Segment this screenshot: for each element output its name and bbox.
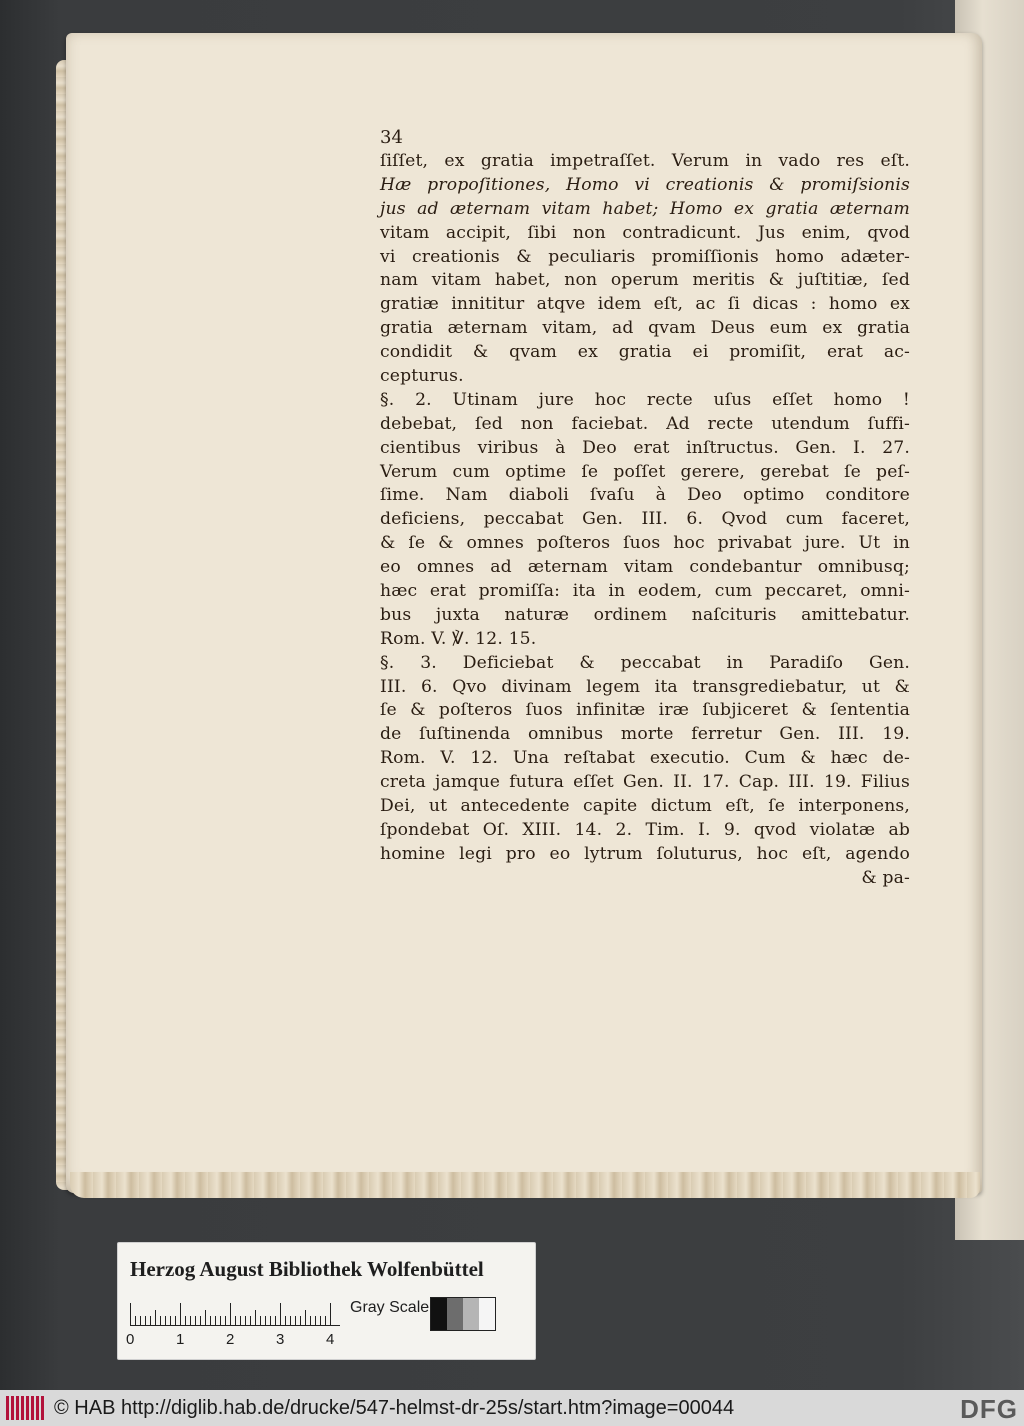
ruler-tick bbox=[175, 1316, 176, 1325]
ruler-tick bbox=[205, 1310, 206, 1325]
ruler-tick bbox=[165, 1316, 166, 1325]
page-bottom-edge bbox=[70, 1172, 980, 1198]
ruler-tick bbox=[270, 1316, 271, 1325]
footer-bar bbox=[0, 1390, 1024, 1426]
ruler-tick bbox=[260, 1316, 261, 1325]
ruler-tick bbox=[280, 1303, 281, 1325]
ruler-tick bbox=[140, 1316, 141, 1325]
text-line: & ſe & omnes poſteros ſuos hoc privabat jure. Ut in bbox=[380, 533, 910, 554]
page-number: 34 bbox=[380, 127, 403, 148]
ruler-tick bbox=[150, 1316, 151, 1325]
text-line: §. 2. Utinam jure hoc recte uſus eſſet homo ! bbox=[380, 389, 910, 410]
text-line: vi creationis & peculiaris promiſſionis homo adæter- bbox=[380, 246, 910, 267]
text-line: gratia æternam vitam, ad qvam Deus eum ex gratia bbox=[380, 318, 910, 339]
ruler-tick bbox=[130, 1303, 131, 1325]
ruler-tick bbox=[155, 1310, 156, 1325]
text-lines bbox=[380, 150, 910, 891]
ruler-tick bbox=[305, 1310, 306, 1325]
ruler-number: 4 bbox=[326, 1331, 335, 1348]
ruler-tick bbox=[255, 1310, 256, 1325]
gray-scale-strip bbox=[430, 1297, 496, 1331]
text-line: nam vitam habet, non operum meritis & juſtitiæ, ſed bbox=[380, 270, 910, 291]
ruler-tick bbox=[240, 1316, 241, 1325]
ruler-tick bbox=[145, 1316, 146, 1325]
gray-patch bbox=[447, 1298, 463, 1330]
ruler-number: 1 bbox=[176, 1331, 185, 1348]
text-line: vitam accipit, ſibi non contradicunt. Jus enim, qvod bbox=[380, 222, 910, 243]
ruler-tick bbox=[215, 1316, 216, 1325]
ruler-tick bbox=[135, 1316, 136, 1325]
ruler-tick bbox=[235, 1316, 236, 1325]
text-line: ſe & poſteros ſuos infinitæ iræ ſubjiceret & ſententia bbox=[380, 700, 910, 721]
text-line: cientibus viribus à Deo erat inſtructus. Gen. I. 27. bbox=[380, 437, 910, 458]
text-line: deficiens, peccabat Gen. III. 6. Qvod cum faceret, bbox=[380, 509, 910, 530]
ruler-tick bbox=[285, 1316, 286, 1325]
ruler-tick bbox=[300, 1316, 301, 1325]
ruler-tick bbox=[180, 1303, 181, 1325]
gray-patch bbox=[431, 1298, 447, 1330]
ruler-tick bbox=[265, 1316, 266, 1325]
ruler-tick bbox=[160, 1316, 161, 1325]
ruler-tick bbox=[275, 1316, 276, 1325]
ruler-tick bbox=[245, 1316, 246, 1325]
text-line: gratiæ innititur atqve idem eſt, ac ſi dicas : homo ex bbox=[380, 294, 910, 315]
dfg-logo: DFG bbox=[960, 1394, 1018, 1424]
text-line: bus juxta naturæ ordinem naſcituris amittebatur. bbox=[380, 604, 910, 625]
library-title: Herzog August Bibliothek Wolfenbüttel bbox=[130, 1257, 484, 1281]
gray-scale-label: Gray Scale bbox=[350, 1299, 430, 1316]
ruler-tick bbox=[330, 1303, 331, 1325]
ruler-tick bbox=[200, 1316, 201, 1325]
gray-patch bbox=[479, 1298, 495, 1330]
text-line: III. 6. Qvo divinam legem ita transgrediebatur, ut & bbox=[380, 676, 910, 697]
hab-logo-icon bbox=[6, 1396, 46, 1420]
text-line: ſime. Nam diaboli ſvaſu à Deo optimo conditore bbox=[380, 485, 910, 506]
text-line: Dei, ut antecedente capite dictum eſt, ſe interponens, bbox=[380, 796, 910, 817]
ruler-tick bbox=[315, 1316, 316, 1325]
text-line: ſpondebat Oſ. XIII. 14. 2. Tim. I. 9. qvod violatæ ab bbox=[380, 819, 910, 840]
ruler-tick bbox=[185, 1316, 186, 1325]
ruler-tick bbox=[170, 1316, 171, 1325]
text-line: de ſuſtinenda omnibus morte ferretur Gen. III. 19. bbox=[380, 724, 910, 745]
ruler bbox=[130, 1299, 340, 1326]
text-line: homine legi pro eo lytrum ſoluturus, hoc eſt, agendo bbox=[380, 843, 910, 864]
copyright-url[interactable]: © HAB http://diglib.hab.de/drucke/547-helmst-dr-25s/start.htm?image=00044 bbox=[54, 1397, 735, 1419]
ruler-tick bbox=[225, 1316, 226, 1325]
text-line: creta jamque futura eſſet Gen. II. 17. Cap. III. 19. Filius bbox=[380, 772, 910, 793]
ruler-tick bbox=[250, 1316, 251, 1325]
text-line: jus ad æternam vitam habet; Homo ex gratia æternam bbox=[380, 198, 910, 219]
ruler-tick bbox=[290, 1316, 291, 1325]
ruler-number: 0 bbox=[126, 1331, 135, 1348]
gray-patch bbox=[463, 1298, 479, 1330]
text-line: Rom. V. ℣. 12. 15. bbox=[380, 628, 537, 649]
ruler-tick bbox=[220, 1316, 221, 1325]
text-line: debebat, ſed non faciebat. Ad recte utendum ſuffi- bbox=[380, 413, 910, 434]
ruler-tick bbox=[190, 1316, 191, 1325]
text-line: ſiſſet, ex gratia impetraſſet. Verum in vado res eſt. bbox=[380, 151, 910, 171]
ruler-tick bbox=[295, 1316, 296, 1325]
ruler-tick bbox=[325, 1316, 326, 1325]
text-line: §. 3. Deficiebat & peccabat in Paradiſo Gen. bbox=[380, 652, 910, 673]
ruler-tick bbox=[320, 1316, 321, 1325]
text-line: eo omnes ad æternam vitam condebantur omnibusq; bbox=[380, 557, 910, 578]
color-target bbox=[117, 1242, 536, 1360]
ruler-tick bbox=[310, 1316, 311, 1325]
ruler-tick bbox=[210, 1316, 211, 1325]
text-line: & pa- bbox=[861, 867, 910, 888]
text-line: cepturus. bbox=[380, 366, 464, 387]
ruler-number: 2 bbox=[226, 1331, 235, 1348]
text-line: Hæ propoſitiones, Homo vi creationis & promiſsionis bbox=[380, 174, 910, 195]
text-line: Verum cum optime ſe poſſet gerere, gerebat ſe peſ- bbox=[380, 461, 910, 482]
ruler-number: 3 bbox=[276, 1331, 285, 1348]
text-line: hæc erat promiſſa: ita in eodem, cum peccaret, omni- bbox=[380, 581, 910, 602]
ruler-tick bbox=[230, 1303, 231, 1325]
text-line: Rom. V. 12. Una reſtabat executio. Cum & hæc de- bbox=[380, 748, 910, 769]
ruler-tick bbox=[195, 1316, 196, 1325]
text-line: condidit & qvam ex gratia ei promiſit, erat ac- bbox=[380, 342, 910, 363]
